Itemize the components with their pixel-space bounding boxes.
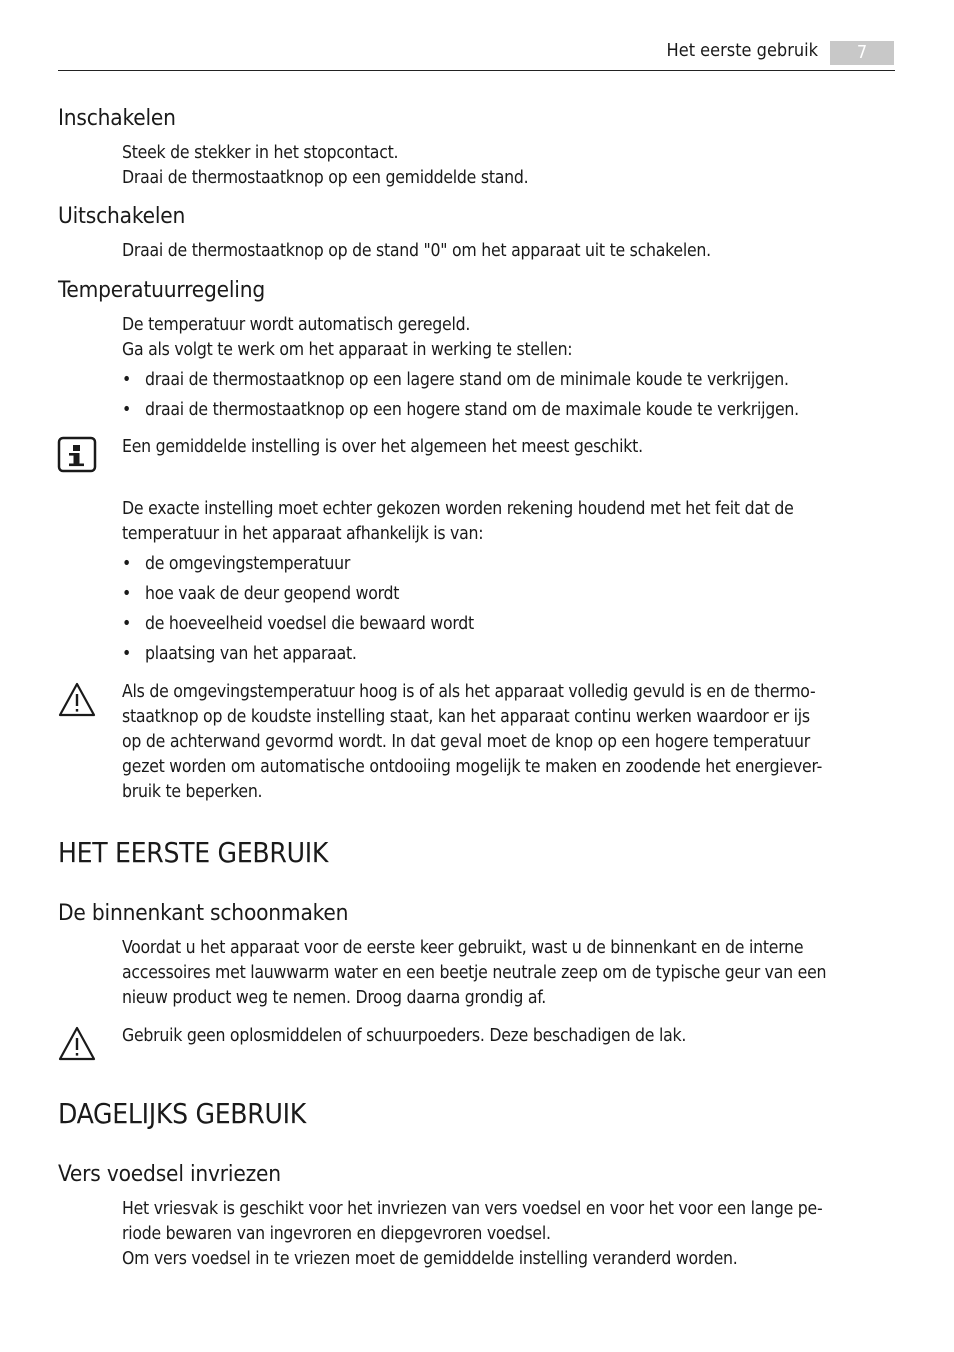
paragraph-exacte-instelling	[122, 497, 896, 547]
section-title-eerste-gebruik: HET EERSTE GEBRUIK	[58, 836, 329, 869]
text-line: Als de omgevingstemperatuur hoog is of als het apparaat volledig gevuld is en de thermo-	[122, 682, 816, 702]
paragraph-inschakelen	[122, 141, 896, 191]
paragraph-binnenkant	[122, 936, 896, 1011]
text-line: Draai de thermostaatknop op de stand "0" om het apparaat uit te schakelen.	[122, 241, 711, 261]
bullet-item	[122, 612, 474, 637]
text-line: nieuw product weg te nemen. Droog daarna grondig af.	[122, 988, 547, 1008]
info-icon	[57, 436, 97, 476]
bullet-icon: •	[122, 370, 132, 390]
heading-binnenkant: De binnenkant schoonmaken	[58, 900, 349, 926]
text-line: Ga als volgt te werk om het apparaat in werking te stellen:	[122, 340, 573, 360]
text-line: Voordat u het apparaat voor de eerste keer gebruikt, wast u de binnenkant en de interne	[122, 938, 804, 958]
bullet-item	[122, 368, 789, 393]
bullet-icon: •	[122, 644, 132, 664]
bullet-item	[122, 398, 799, 423]
section-title-dagelijks-gebruik: DAGELIJKS GEBRUIK	[58, 1097, 306, 1130]
warning-paragraph	[122, 680, 896, 805]
text-line: De temperatuur wordt automatisch geregeld.	[122, 315, 471, 335]
heading-inschakelen: Inschakelen	[58, 105, 176, 131]
warning-note	[122, 1024, 896, 1049]
text-line: Draai de thermostaatknop op een gemiddelde stand.	[122, 168, 529, 188]
bullet-text: draai de thermostaatknop op een hogere stand om de maximale koude te verkrijgen.	[145, 400, 799, 420]
text-line: Steek de stekker in het stopcontact.	[122, 143, 399, 163]
header-rule	[58, 70, 895, 71]
text-line: Het vriesvak is geschikt voor het invriezen van vers voedsel en voor het voor een lange pe-	[122, 1199, 823, 1219]
bullet-text: plaatsing van het apparaat.	[145, 644, 357, 664]
text-line: staatknop op de koudste instelling staat, kan het apparaat continu werken waardoor er ijs	[122, 707, 810, 727]
bullet-text: draai de thermostaatknop op een lagere stand om de minimale koude te verkrijgen.	[145, 370, 789, 390]
text-line: accessoires met lauwwarm water en een beetje neutrale zeep om de typische geur van een	[122, 963, 827, 983]
running-header-title: Het eerste gebruik	[666, 40, 818, 61]
bullet-text: de hoeveelheid voedsel die bewaard wordt	[145, 614, 474, 634]
warning-icon	[57, 1024, 97, 1064]
bullet-icon: •	[122, 400, 132, 420]
bullet-item	[122, 642, 357, 667]
paragraph-uitschakelen	[122, 239, 896, 264]
paragraph-vers-voedsel	[122, 1197, 896, 1272]
text-line: bruik te beperken.	[122, 782, 263, 802]
text-line: Om vers voedsel in te vriezen moet de gemiddelde instelling veranderd worden.	[122, 1249, 738, 1269]
paragraph-temperatuur	[122, 313, 896, 363]
text-line: op de achterwand gevormd wordt. In dat geval moet de knop op een hogere temperatuur	[122, 732, 810, 752]
text-line: temperatuur in het apparaat afhankelijk is van:	[122, 524, 484, 544]
text-line: gezet worden om automatische ontdooiing mogelijk te maken en zoodende het energiever-	[122, 757, 823, 777]
bullet-text: hoe vaak de deur geopend wordt	[145, 584, 400, 604]
bullet-icon: •	[122, 614, 132, 634]
text-line: Gebruik geen oplosmiddelen of schuurpoeders. Deze beschadigen de lak.	[122, 1026, 687, 1046]
bullet-text: de omgevingstemperatuur	[145, 554, 351, 574]
text-line: De exacte instelling moet echter gekozen worden rekening houdend met het feit dat de	[122, 499, 794, 519]
heading-vers-voedsel: Vers voedsel invriezen	[58, 1161, 281, 1187]
heading-temperatuurregeling: Temperatuurregeling	[58, 277, 265, 303]
info-note	[122, 435, 896, 460]
bullet-item	[122, 582, 399, 607]
bullet-icon: •	[122, 554, 132, 574]
warning-icon	[57, 680, 97, 720]
text-line: Een gemiddelde instelling is over het algemeen het meest geschikt.	[122, 437, 643, 457]
text-line: riode bewaren van ingevroren en diepgevroren voedsel.	[122, 1224, 551, 1244]
page-number: 7	[830, 41, 894, 65]
bullet-icon: •	[122, 584, 132, 604]
heading-uitschakelen: Uitschakelen	[58, 203, 186, 229]
bullet-item	[122, 552, 350, 577]
